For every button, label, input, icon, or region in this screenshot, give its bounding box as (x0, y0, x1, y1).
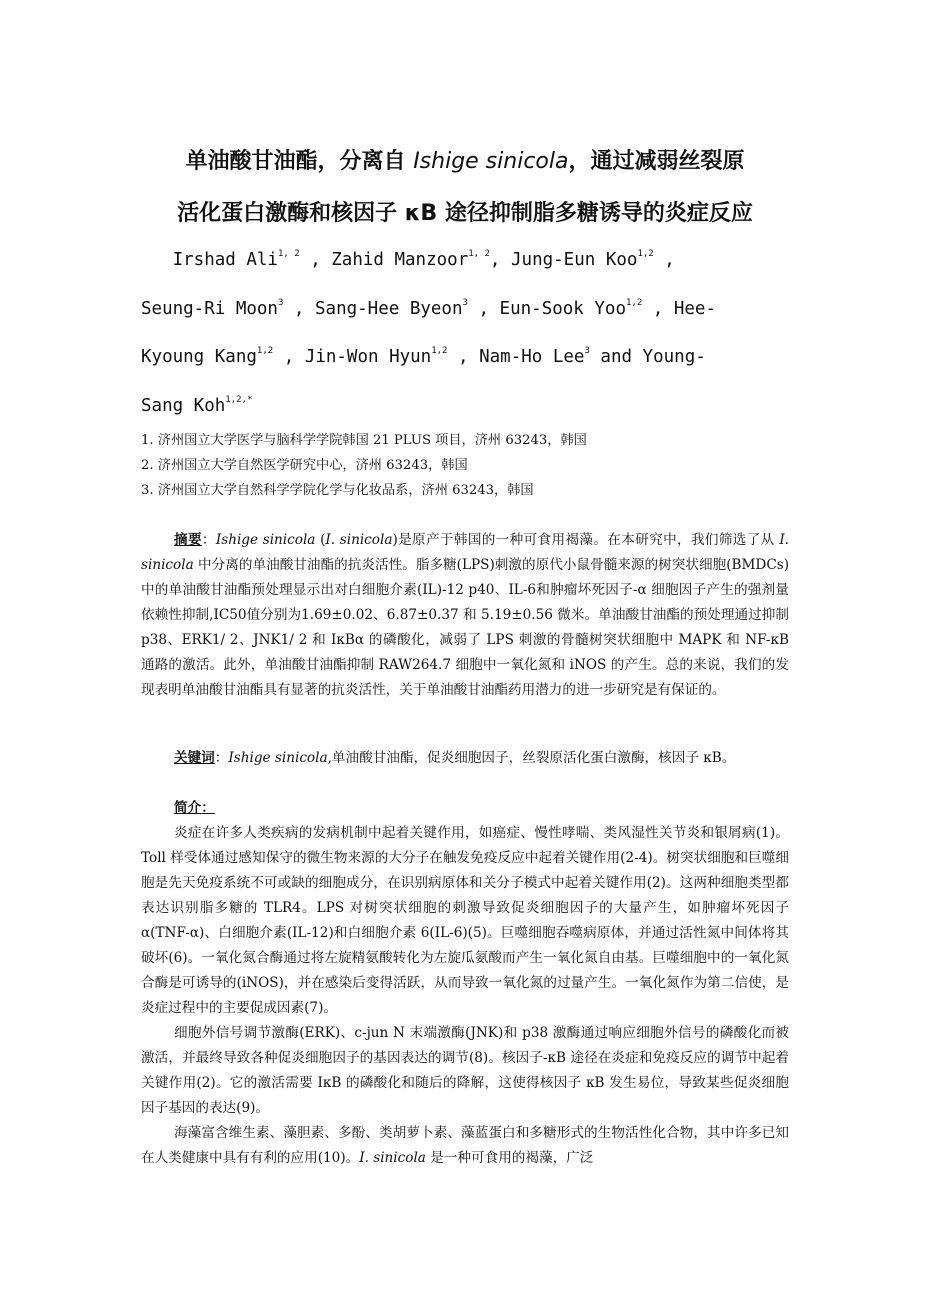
intro-label: 简介 (174, 800, 202, 816)
keywords-paragraph: 关键词：Ishige sinicola,单油酸甘油酯，促炎细胞因子，丝裂原活化蛋白激酶，核因子 κB。 (174, 750, 736, 766)
author-list (141, 236, 789, 430)
affiliations (141, 428, 791, 503)
intro-paragraph-2: 细胞外信号调节激酶(ERK)、c-jun N 末端激酶(JNK)和 p38 激酶通过响应细胞外信号的磷酸化而被激活，并最终导致各种促炎细胞因子的基因表达的调节(8)。核因子-κB 途径在炎症和免疫反应的调节中起着关键作用(2)。它的激活需要 IκB 的磷酸化和随后的降解，这使得核因子 κB 发生易位，导致某些促炎细胞因子基因的表达(9)。 (141, 1025, 789, 1116)
intro-paragraph-3: 海藻富含维生素、藻胆素、多酚、类胡萝卜素、藻蓝蛋白和多糖形式的生物活性化合物，其中许多已知在人类健康中具有有利的应用(10)。I. sinicola 是一种可食用的褐藻，广泛 (141, 1125, 789, 1166)
title-species: Ishige sinicola (413, 149, 569, 174)
keywords-label: 关键词 (174, 750, 215, 766)
author-line-2: Seung-Ri Moon$^3$ , Sang-Hee Byeon$^3$ , Eun-Sook Yoo$^{1,2}$ , Hee- (141, 297, 717, 319)
abstract-block (141, 528, 789, 703)
intro-paragraph-1: 炎症在许多人类疾病的发病机制中起着关键作用，如癌症、慢性哮喘、类风湿性关节炎和银屑病(1)。Toll 样受体通过感知保守的微生物来源的大分子在触发免疫反应中起着关键作用(2-4)。树突状细胞和巨噬细胞是先天免疫系统不可或缺的细胞成分，在识别病原体和关分子模式中起着关键作用(2)。这两种细胞类型都表达识别脂多糖的 TLR4。LPS 对树突状细胞的刺激导致促炎细胞因子的大量产生，如肿瘤坏死因子 α(TNF-α)、白细胞介素(IL-12)和白细胞介素 6(IL-6)(5)。巨噬细胞吞噬病原体，并通过活性氮中间体将其破坏(6)。一氧化氮合酶通过将左旋精氨酸转化为左旋瓜氨酸而产生一氧化氮自由基。巨噬细胞中的一氧化氮合酶是可诱导的(iNOS)，并在感染后变得活跃，从而导致一氧化氮的过量产生。一氧化氮作为第二信使，是炎症过程中的主要促成因素(7)。 (141, 825, 789, 1016)
author-line-4: Sang Koh$^{1,2,*}$ (141, 394, 253, 416)
paper-title (140, 136, 790, 240)
affiliation-3: 3. 济州国立大学自然科学学院化学与化妆品系，济州 63243，韩国 (141, 483, 534, 498)
abstract-paragraph: 摘要：Ishige sinicola (I. sinicola)是原产于韩国的一种可食用褐藻。在本研究中，我们筛选了从 I. sinicola 中分离的单油酸甘油酯的抗炎活性。脂多糖(LPS)刺激的原代小鼠骨髓来源的树突状细胞(BMDCs)中的单油酸甘油酯预处理显示出对白细胞介素(IL)-12 p40、IL-6和肿瘤坏死因子-α 细胞因子产生的强剂量依赖性抑制,IC50值分别为1.69±0.02、6.87±0.37 和 5.19±0.56 微米。单油酸甘油酯的预处理通过抑制 p38、ERK1/ 2、JNK1/ 2 和 IκBα 的磷酸化，减弱了 LPS 刺激的骨髓树突状细胞中 MAPK 和 NF-κB 通路的激活。此外，单油酸甘油酯抑制 RAW264.7 细胞中一氧化氮和 iNOS 的产生。总的来说，我们的发现表明单油酸甘油酯具有显著的抗炎活性，关于单油酸甘油酯药用潜力的进一步研究是有保证的。 (141, 532, 790, 698)
keywords-block (141, 746, 789, 771)
intro-heading: 简介： (174, 800, 215, 816)
title-line-2: 活化蛋白激酶和核因子 κB 途径抑制脂多糖诱导的炎症反应 (177, 201, 753, 226)
affiliation-2: 2. 济州国立大学自然医学研究中心，济州 63243，韩国 (141, 458, 468, 473)
affiliation-1: 1. 济州国立大学医学与脑科学学院韩国 21 PLUS 项目，济州 63243，韩国 (141, 433, 587, 448)
author-line-1: Irshad Ali$^{1, 2}$ , Zahid Manzoor$^{1, 2}$, Jung-Eun Koo$^{1,2}$ , (172, 249, 675, 270)
abstract-label: 摘要 (174, 532, 202, 548)
title-line-1: 单油酸甘油酯，分离自 Ishige sinicola，通过减弱丝裂原 (185, 149, 745, 174)
introduction-block (141, 796, 789, 1171)
author-line-3: Kyoung Kang$^{1,2}$ , Jin-Won Hyun$^{1,2}$ , Nam-Ho Lee$^3$ and Young- (141, 346, 706, 367)
